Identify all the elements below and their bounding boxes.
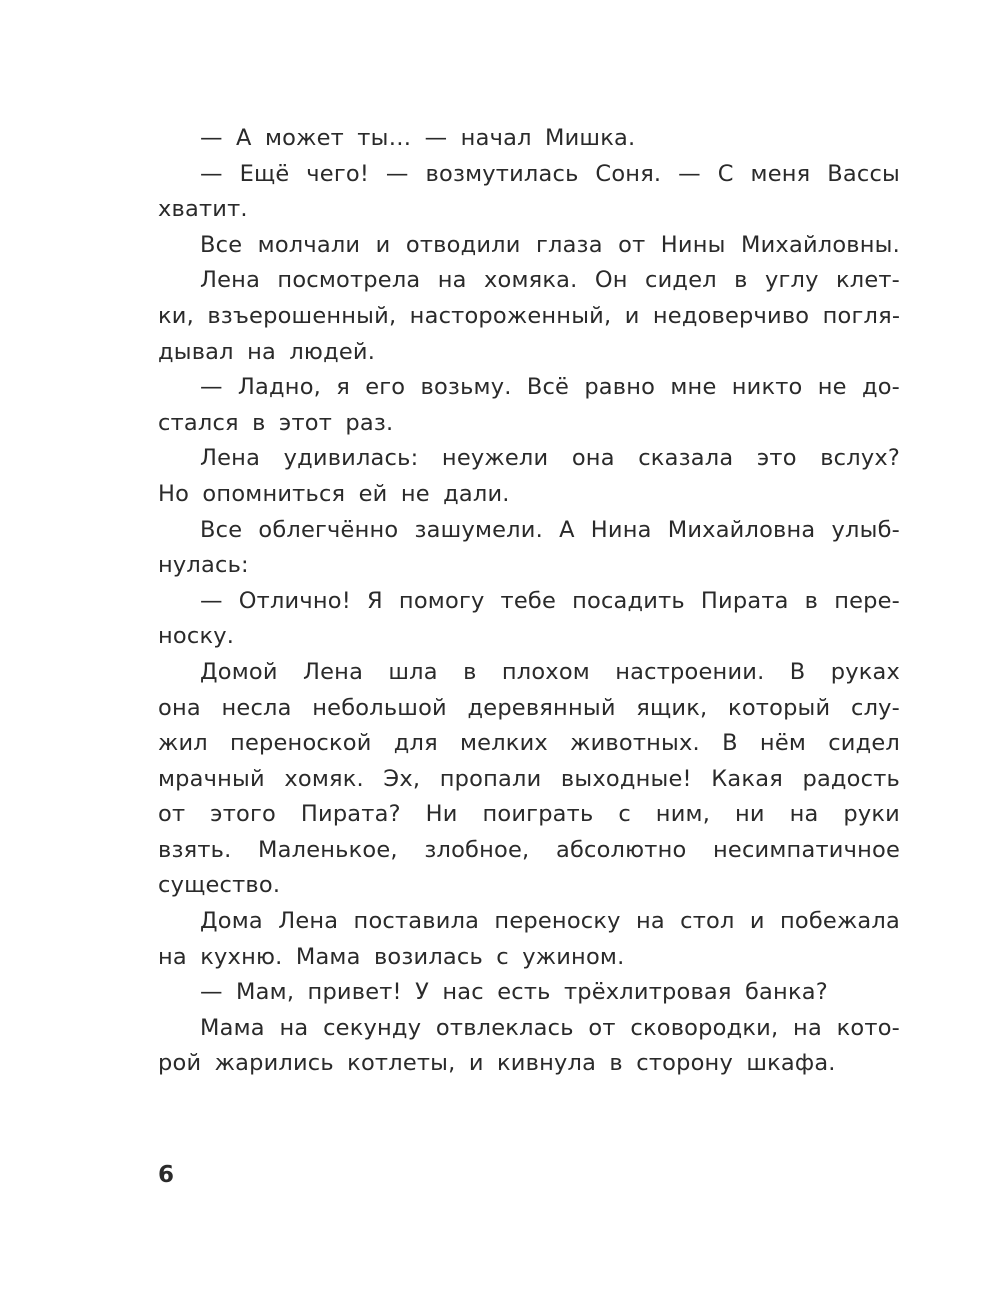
text-line: она несла небольшой деревянный ящик, который слу-	[158, 694, 900, 721]
text-line: дывал на людей.	[158, 338, 376, 365]
text-line: Дома Лена поставила переноску на стол и побежала	[200, 908, 900, 935]
text-line: Все молчали и отводили глаза от Нины Михайловны.	[200, 231, 900, 258]
text-line: жил переноской для мелких животных. В нём сидел	[158, 730, 900, 757]
body-text	[158, 121, 900, 1082]
text-line: мрачный хомяк. Эх, пропали выходные! Какая радость	[158, 765, 900, 792]
text-line: на кухню. Мама возилась с ужином.	[158, 943, 625, 970]
text-line: — Мам, привет! У нас есть трёхлитровая банка?	[200, 979, 828, 1006]
text-line: Лена удивилась: неужели она сказала это вслух?	[200, 445, 900, 472]
text-line: нулась:	[158, 552, 249, 579]
text-line: Все облегчённо зашумели. А Нина Михайловна улыб-	[200, 516, 900, 543]
page-number: 6	[158, 1162, 175, 1188]
text-line: взять. Маленькое, злобное, абсолютно несимпатичное	[158, 836, 900, 863]
text-line: от этого Пирата? Ни поиграть с ним, ни на руки	[158, 801, 900, 828]
text-line: существо.	[158, 872, 281, 899]
text-line: — Отлично! Я помогу тебе посадить Пирата в пере-	[200, 587, 900, 614]
text-line: Мама на секунду отвлеклась от сковородки, на кото-	[200, 1014, 900, 1041]
text-line: Лена посмотрела на хомяка. Он сидел в углу клет-	[200, 267, 900, 294]
text-line: носку.	[158, 623, 235, 650]
text-line: хватит.	[158, 196, 248, 223]
text-line: — Ещё чего! — возмутилась Соня. — С меня Вассы	[200, 160, 900, 187]
text-line: Но опомниться ей не дали.	[158, 480, 510, 507]
text-line: ки, взъерошенный, настороженный, и недоверчиво погля-	[158, 302, 900, 329]
text-line: — Ладно, я его возьму. Всё равно мне никто не до-	[200, 374, 900, 401]
text-line: Домой Лена шла в плохом настроении. В руках	[200, 658, 900, 685]
text-line: рой жарились котлеты, и кивнула в сторону шкафа.	[158, 1050, 836, 1077]
text-line: стался в этот раз.	[158, 409, 394, 436]
text-line: — А может ты… — начал Мишка.	[200, 125, 636, 151]
